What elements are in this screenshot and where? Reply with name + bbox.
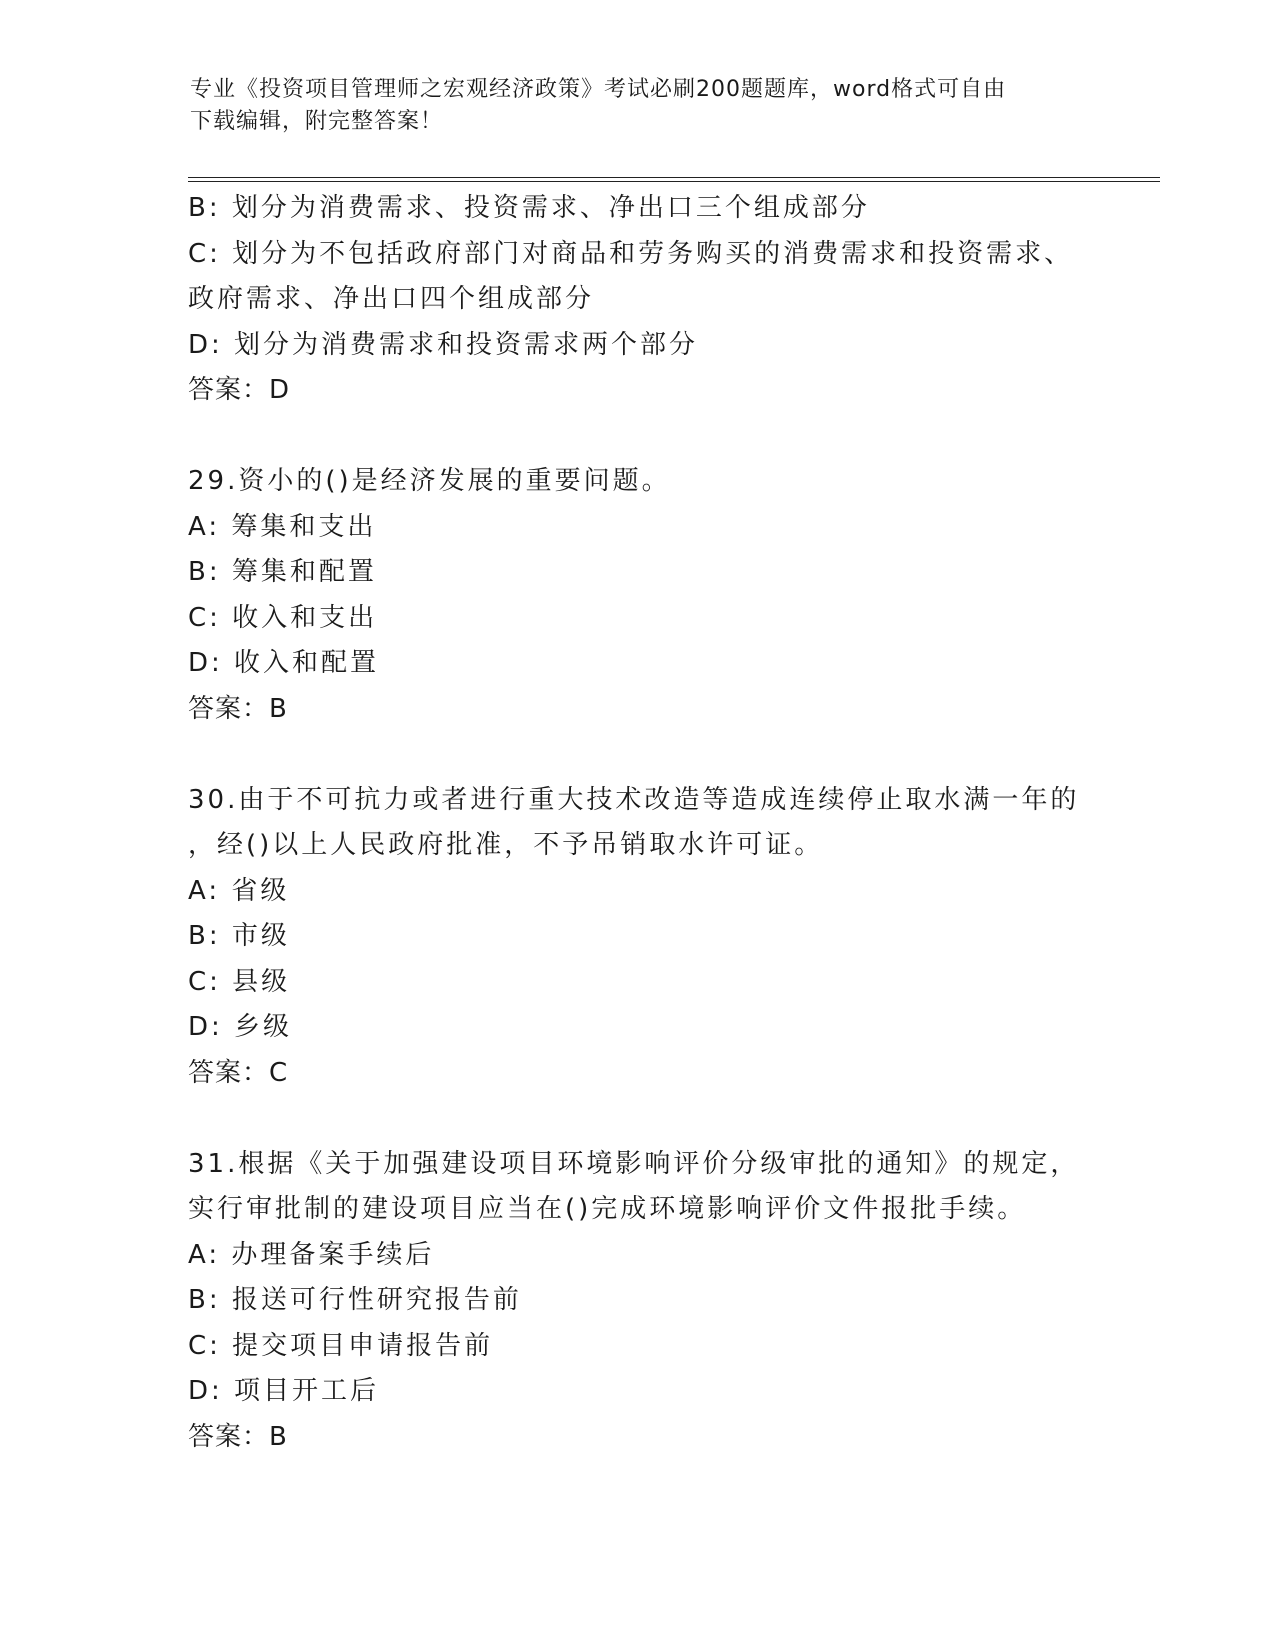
question-block-previous — [188, 186, 1108, 414]
option-a: A: 省级 — [188, 875, 290, 906]
header-double-rule — [188, 177, 1160, 182]
option-b: B: 市级 — [188, 921, 290, 951]
option-d: D: 项目开工后 — [188, 1376, 380, 1406]
option-a: A: 办理备案手续后 — [188, 1239, 435, 1270]
option-c-line-1: C: 划分为不包括政府部门对商品和劳务购买的消费需求和投资需求、 — [188, 238, 1074, 269]
header-line-1: 专业《投资项目管理师之宏观经济政策》考试必刷200题题库，word格式可自由 — [190, 77, 1007, 102]
option-d: D: 收入和配置 — [188, 648, 380, 678]
question-stem-line-1: 31.根据《关于加强建设项目环境影响评价分级审批的通知》的规定， — [188, 1148, 1080, 1179]
option-c: C: 提交项目申请报告前 — [188, 1330, 494, 1361]
question-block-31 — [188, 1142, 1108, 1461]
question-content — [188, 186, 1108, 1460]
option-b: B: 筹集和配置 — [188, 557, 377, 587]
question-stem-line-1: 30.由于不可抗力或者进行重大技术改造等造成连续停止取水满一年的 — [188, 784, 1080, 815]
answer: 答案：B — [188, 693, 288, 724]
option-b: B: 报送可行性研究报告前 — [188, 1285, 522, 1315]
document-header — [190, 74, 1090, 138]
answer: 答案：C — [188, 1057, 289, 1088]
option-a: A: 筹集和支出 — [188, 511, 377, 542]
option-c-line-2: 政府需求、净出口四个组成部分 — [188, 284, 595, 314]
option-d: D: 划分为消费需求和投资需求两个部分 — [188, 329, 699, 360]
question-stem: 29.资小的()是经济发展的重要问题。 — [188, 466, 671, 496]
option-b: B: 划分为消费需求、投资需求、净出口三个组成部分 — [188, 193, 870, 223]
question-stem-line-2: 实行审批制的建设项目应当在()完成环境影响评价文件报批手续。 — [188, 1194, 1027, 1224]
option-d: D: 乡级 — [188, 1012, 293, 1042]
option-c: C: 县级 — [188, 966, 291, 997]
option-c: C: 收入和支出 — [188, 602, 378, 633]
answer: 答案：B — [188, 1421, 288, 1452]
answer: 答案：D — [188, 375, 291, 405]
question-stem-line-2: ，经()以上人民政府批准，不予吊销取水许可证。 — [188, 830, 824, 860]
spacer — [188, 732, 1108, 778]
question-block-30 — [188, 778, 1108, 1097]
header-line-2: 下载编辑，附完整答案！ — [190, 109, 444, 134]
question-block-29 — [188, 459, 1108, 732]
spacer — [188, 1096, 1108, 1142]
spacer — [188, 414, 1108, 460]
